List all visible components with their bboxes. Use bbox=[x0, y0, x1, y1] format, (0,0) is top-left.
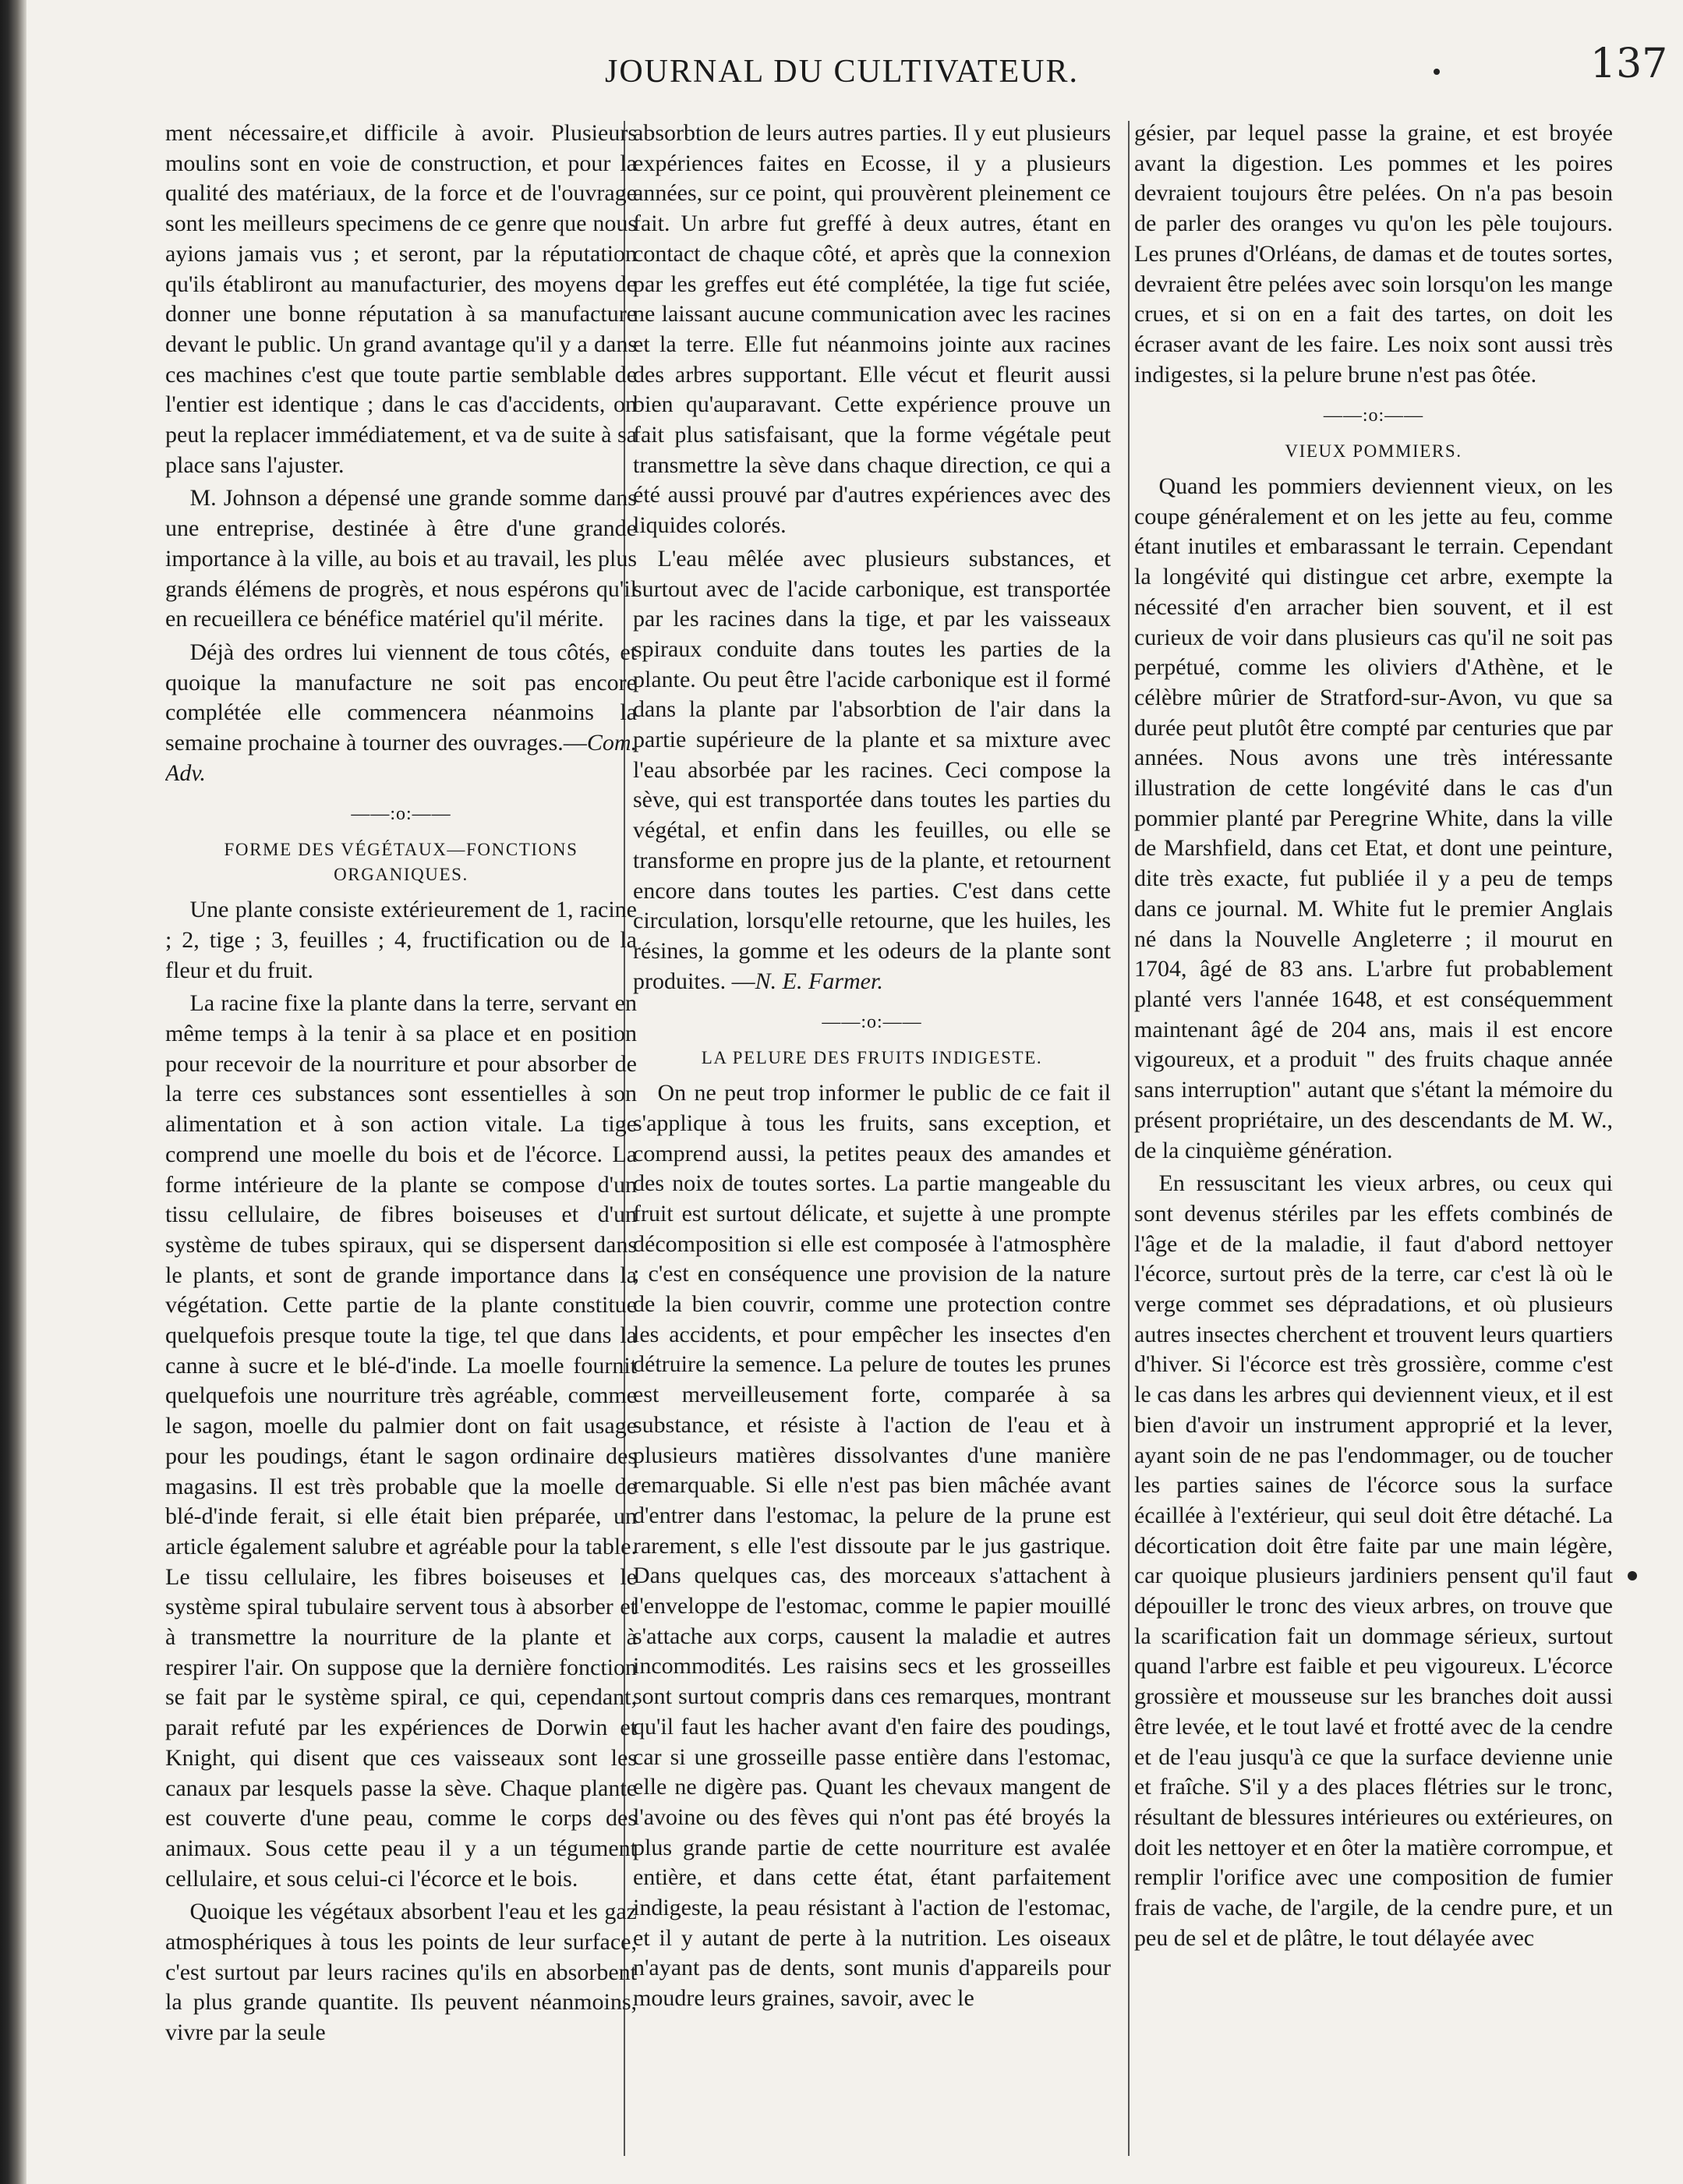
page-header bbox=[31, 53, 1653, 100]
ink-dot bbox=[1434, 69, 1440, 75]
article-heading: VIEUX POMMIERS. bbox=[1285, 441, 1462, 462]
section-separator: ——:o:—— bbox=[1323, 405, 1424, 427]
article-signature: Com. Adv. bbox=[165, 730, 637, 786]
column-1 bbox=[165, 119, 637, 2161]
paragraph: M. Johnson a dépensé une grande somme dans une entreprise, destinée à être d'une grande importance à la ville, au bois et au travail, les plus grands élémens de progrès, et nous espérons qu'il en recueillera ce bénéfice matériel qu'il mérite. bbox=[165, 485, 637, 632]
paragraph: On ne peut trop informer le public de ce fait il s'applique à tous les fruits, sans exception, et comprend aussi, la petites peaux des amandes et des noix de toutes sortes. La partie mangeable du fruit est surtout délicate, et sujette à une prompte décomposition si elle est composée à l'atmosphère ; c'est en conséquence une provision de la nature de la bien couvrir, comme une protection contre les accidents, et pour empêcher les insectes d'en détruire la semence. La pelure de toutes les prunes est merveilleusement forte, comparée à sa substance, et résiste à l'action de l'eau et à plusieurs matières dissolvantes d'une manière remarquable. Si elle n'est pas bien mâchée avant d'entrer dans l'estomac, la pelure de la prune est rarement, s elle l'est dissoute par le jus gastrique. Dans quelques cas, des morceaux s'attachent à l'enveloppe de l'estomac, comme le papier mouillé s'attache aux corps, causent la maladie et autres incommodités. Les raisins secs et les grosseilles sont surtout compris dans ces remarques, montrant qu'il faut les hacher avant d'en faire des poudings, car si une grosseille passe entière dans l'estomac, elle ne digère pas. Quant les chevaux mangent de l'avoine ou des fèves qui n'ont pas été broyés la plus grande partie de cette nourriture est avalée entière, et dans cette état, étant parfaitement indigeste, la peau résistant à l'action de l'estomac, et il y autant de perte à la nutrition. Les oiseaux n'ayant pas de dents, sont munis d'appareils pour moudre leurs graines, savoir, avec le bbox=[633, 1080, 1111, 2012]
book-binding-edge bbox=[0, 0, 27, 2184]
paragraph: Déjà des ordres lui viennent de tous côtés, et quoique la manufacture ne soit pas encore complétée elle commencera néanmoins la semaine prochaine à tourner des ouvrages.—Com. Adv. bbox=[165, 639, 637, 786]
section-separator: ——:o:—— bbox=[351, 804, 451, 825]
paragraph: Une plante consiste extérieurement de 1, racine ; 2, tige ; 3, feuilles ; 4, fructification ou de la fleur et du fruit. bbox=[165, 897, 637, 983]
article-heading: FORME DES VÉGÉTAUX—FONCTIONS ORGANIQUES. bbox=[224, 840, 578, 885]
paragraph: gésier, par lequel passe la graine, et est broyée avant la digestion. Les pommes et les poires devraient toujours être pelées. On n'a pas besoin de parler des oranges vu qu'on les pèle toujours. Les prunes d'Orléans, de damas et de toutes sortes, devraient être pelées avec soin lorsqu'on les mange crues, et si on en a fait des tartes, on doit les écraser avant de les faire. Les noix sont aussi très indigestes, si la pelure brune n'est pas ôtée. bbox=[1134, 120, 1613, 388]
page-number: 137 bbox=[1590, 41, 1668, 87]
paragraph: ment nécessaire,et difficile à avoir. Plusieurs moulins sont en voie de construction, et pour la qualité des matériaux, de la force et de l'ouvrage sont les meilleurs specimens de ce genre que nous ayions jamais vus ; et seront, par la réputation qu'ils établiront au manufacturier, des moyens de donner une bonne réputation à sa manufacture devant le public. Un grand avantage qu'il y a dans ces machines c'est que toute partie semblable de l'entier est identique ; dans le cas d'accidents, on peut la replacer immédiatement, et va de suite à sa place sans l'ajuster. bbox=[165, 120, 637, 478]
paragraph: Quand les pommiers deviennent vieux, on les coupe généralement et on les jette au feu, comme étant inutiles et embarassant le terrain. Cependant la longévité qui distingue cet arbre, exempte la nécessité d'en arracher bien souvent, et il est curieux de voir dans plusieurs cas qu'il ne soit pas perpétué, comme les oliviers d'Athène, et le célèbre mûrier de Stratford-sur-Avon, vu que sa durée peut plutôt être compté par centuries que par années. Nous avons une très intéressante illustration de cette longévité dans le cas d'un pommier planté par Peregrine White, dans la ville de Marshfield, dans cet Etat, et dont une peinture, dite très exacte, fut publiée il y a peu de temps dans ce journal. M. White fut le premier Anglais né dans la Nouvelle Angleterre ; il mourut en 1704, âgé de 83 ans. L'arbre fut probablement planté vers l'année 1648, et est conséquemment maintenant âgé de 204 ans, mais il est encore vigoureux, et a produit " des fruits chaque année sans interruption" autant que s'étant la mémoire du présent propriétaire, un des descendants de M. W., de la cinquième génération. bbox=[1134, 473, 1613, 1163]
paragraph: En ressuscitant les vieux arbres, ou ceux qui sont devenus stériles par les effets combinés de l'âge et de la maladie, il faut d'abord nettoyer l'écorce, surtout près de la terre, car c'est là où le verge commet ses dépradations, et où plusieurs autres insectes cherchent et trouvent leurs quartiers d'hiver. Si l'écorce est très grossière, comme c'est le cas dans les arbres qui deviennent vieux, et il est bien d'avoir un instrument approprié et la lever, ayant soin de ne pas l'endommager, ou de toucher les parties saines de l'écorce sous la surface écaillée à l'extérieur, qui seul doit être détaché. La décortication doit être faite par une main légère, car quoique plusieurs jardiniers pensent qu'il faut dépouiller le tronc des vieux arbres, on trouve que la scarification fait un dommage sérieux, surtout quand l'arbre est faible et peu vigoureux. L'écorce grossière et mousseuse sur les branches doit aussi être levée, et le tout lavé et frotté avec de la cendre et de l'eau jusqu'à ce que la surface devienne unie et fraîche. S'il y a des places flétries sur le tronc, résultant de blessures intérieures ou extérieures, on doit les nettoyer et en ôter la matière corrompue, et remplir l'orifice avec une composition de fumier frais de vache, de l'argile, de la cendre pure, et un peu de sel et de plâtre, le tout délayée avec bbox=[1134, 1170, 1613, 1951]
ink-dot bbox=[1628, 1571, 1637, 1580]
column-3 bbox=[1134, 119, 1613, 2161]
paragraph: absorbtion de leurs autres parties. Il y eut plusieurs expériences faites en Ecosse, il y a plusieurs années, sur ce point, qui prouvèrent pleinement ce fait. Un arbre fut greffé à deux autres, étant en contact de chaque côté, et après que la connexion par les greffes eut été complétée, la tige fut sciée, ne laissant aucune communication avec les racines et la terre. Elle fut néanmoins jointe aux racines des arbres supportant. Elle vécut et fleurit aussi bien qu'auparavant. Cette expérience prouve un fait plus satisfaisant, que la forme végétale peut transmettre la sève dans chaque direction, ce qui a été aussi prouvé par d'autres expériences avec des liquides colorés. bbox=[633, 120, 1111, 539]
column-rule bbox=[1128, 121, 1130, 2156]
column-2 bbox=[633, 119, 1111, 2161]
paragraph: La racine fixe la plante dans la terre, servant en même temps à la tenir à sa place et en position pour recevoir de la nourriture et pour absorber de la terre ces substances sont essentielles à son alimentation et à son action vitale. La tige comprend une moelle du bois et de l'écorce. La forme intérieure de la plante se compose d'un tissu cellulaire, de fibres boiseuses et d'un système de tubes spiraux, qui se dispersent dans le plants, et sont de grande importance dans la végétation. Cette partie de la plante constitue quelquefois presque toute la tige, tel que dans la canne à sucre et le blé-d'inde. La moelle fournit quelquefois une nourriture très agréable, comme le sagon, moelle du palmier dont on fait usage pour les poudings, étant le sagon ordinaire des magasins. Il est très probable que la moelle de blé-d'inde ferait, si elle était bien préparée, un article également salubre et agréable pour la table. Le tissu cellulaire, les fibres boiseuses et le système spiral tubulaire servent tous à absorber et à transmettre la nourriture de la plante et à respirer l'air. On suppose que la dernière fonction se fait par le système spiral, ce qui, cependant, parait refuté par les expériences de Dorwin et Knight, qui disent que ces vaisseaux sont les canaux par lesquels passe la sève. Chaque plante est couverte d'une peau, comme le corps des animaux. Sous cette peau il y a un tégument cellulaire, et sous celui-ci l'écorce et le bois. bbox=[165, 990, 637, 1892]
article-signature: N. E. Farmer. bbox=[755, 968, 883, 994]
section-separator: ——:o:—— bbox=[822, 1012, 922, 1033]
journal-title: JOURNAL DU CULTIVATEUR. bbox=[605, 54, 1079, 90]
paragraph: Quoique les végétaux absorbent l'eau et les gaz atmosphériques à tous les points de leur surface, c'est surtout par leurs racines qu'ils en absorbent la plus grande quantite. Ils peuvent néanmoins, vivre par la seule bbox=[165, 1899, 637, 2046]
paragraph: L'eau mêlée avec plusieurs substances, et surtout avec de l'acide carbonique, est transportée par les racines dans la tige, et par les vaisseaux spiraux conduite dans toutes les parties de la plante. Ou peut être l'acide carbonique est il formé dans la plante par l'absorbtion de l'air dans la partie supérieure de la plante et sa mixture avec l'eau absorbée par les racines. Ceci compose la sève, qui est transportée dans toutes les parties du végétal, et enfin dans les feuilles, ou elle se transforme en propre jus de la plante, et retournent encore dans toutes les parties. C'est dans cette circulation, lorsqu'elle retourne, que les huiles, les résines, la gomme et les odeurs de la plante sont produites. —N. E. Farmer. bbox=[633, 545, 1111, 994]
article-heading: LA PELURE DES FRUITS INDIGESTE. bbox=[701, 1048, 1043, 1068]
